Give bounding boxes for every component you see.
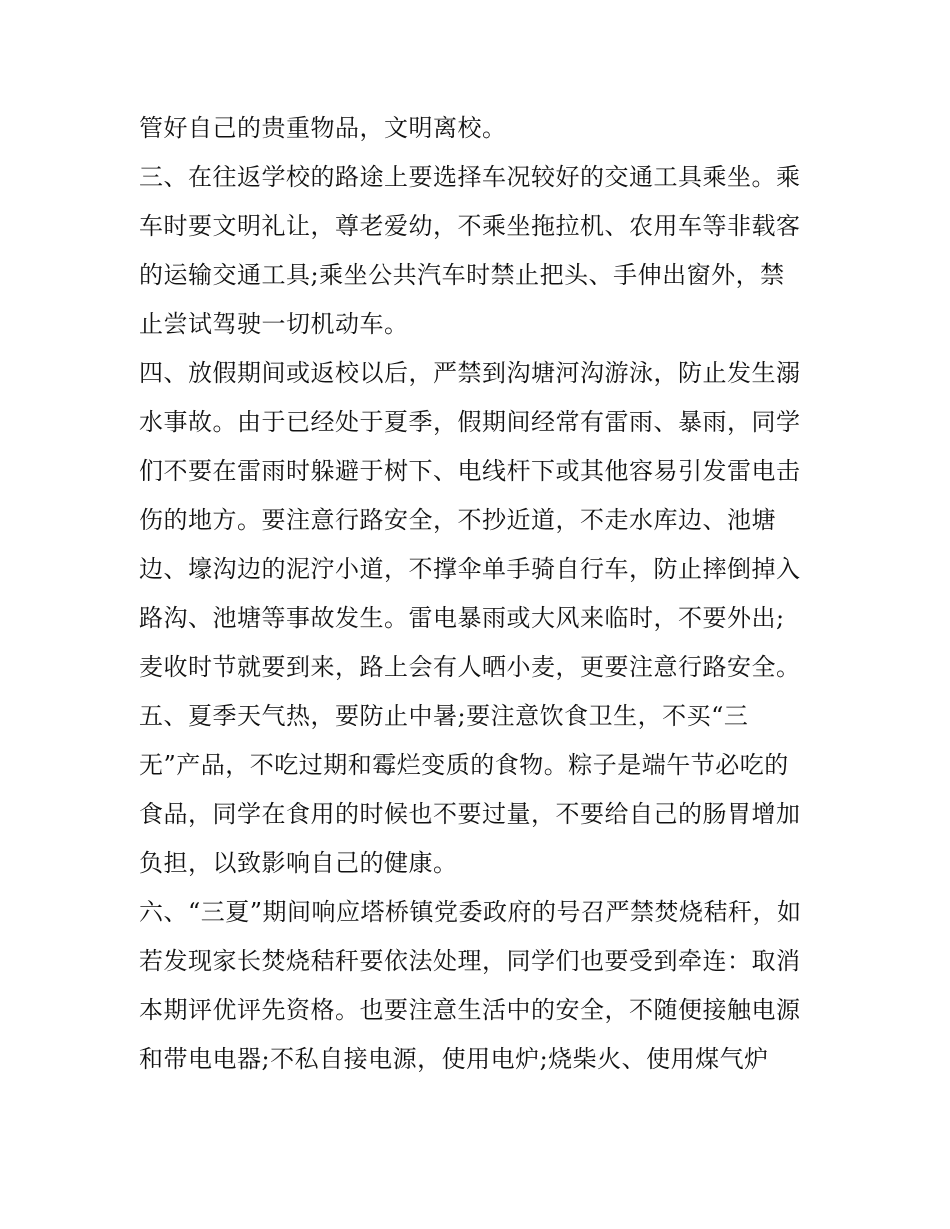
- text-line: 车时要文明礼让，尊老爱幼，不乘坐拖拉机、农用车等非载客: [139, 212, 801, 240]
- text-line: 路沟、池塘等事故发生。雷电暴雨或大风来临时，不要外出;: [139, 604, 785, 632]
- text-line: 和带电电器;不私自接电源，使用电炉;烧柴火、使用煤气炉: [139, 1045, 769, 1073]
- text-line: 六、“三夏”期间响应塔桥镇党委政府的号召严禁焚烧秸秆，如: [139, 898, 802, 926]
- text-line: 水事故。由于已经处于夏季，假期间经常有雷雨、暴雨，同学: [139, 408, 801, 436]
- text-line: 边、壕沟边的泥泞小道，不撑伞单手骑自行车，防止摔倒掉入: [139, 555, 801, 583]
- text-line: 本期评优评先资格。也要注意生活中的安全，不随便接触电源: [139, 996, 801, 1024]
- text-line: 食品，同学在食用的时候也不要过量，不要给自己的肠胃增加: [139, 800, 801, 828]
- text-line: 四、放假期间或返校以后，严禁到沟塘河沟游泳，防止发生溺: [139, 359, 801, 387]
- text-line: 止尝试驾驶一切机动车。: [139, 310, 409, 338]
- text-line: 伤的地方。要注意行路安全，不抄近道，不走水库边、池塘: [139, 506, 776, 534]
- text-line: 负担，以致影响自己的健康。: [139, 849, 458, 877]
- text-line: 们不要在雷雨时躲避于树下、电线杆下或其他容易引发雷电击: [139, 457, 801, 485]
- text-line: 五、夏季天气热，要防止中暑;要注意饮食卫生，不买“三: [139, 702, 749, 730]
- text-line: 的运输交通工具;乘坐公共汽车时禁止把头、手伸出窗外，禁: [139, 261, 785, 289]
- text-line: 三、在往返学校的路途上要选择车况较好的交通工具乘坐。乘: [139, 163, 801, 191]
- text-line: 管好自己的贵重物品，文明离校。: [139, 114, 507, 142]
- body-text: [139, 104, 819, 1084]
- text-line: 麦收时节就要到来，路上会有人晒小麦，更要注意行路安全。: [139, 653, 801, 681]
- text-line: 若发现家长焚烧秸秆要依法处理，同学们也要受到牵连：取消: [139, 947, 801, 975]
- text-line: 无”产品，不吃过期和霉烂变质的食物。粽子是端午节必吃的: [139, 751, 789, 779]
